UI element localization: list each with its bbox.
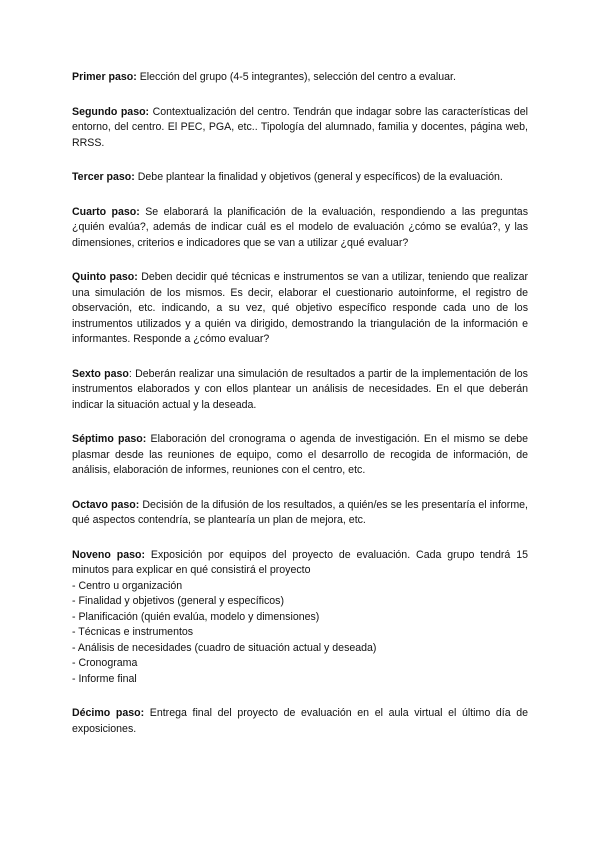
step-9	[72, 548, 528, 688]
step-7	[72, 432, 528, 479]
step-title: Octavo paso:	[72, 498, 140, 511]
step-text: Elaboración del cronograma o agenda de investigación. En el mismo se debe plasmar desde las reuniones de equipo, como el desarrollo de recogida de información, de análisis, elaboración de informes, reuniones con el centro, etc.	[72, 433, 528, 476]
step-2	[72, 105, 528, 152]
step-text: Debe plantear la finalidad y objetivos (general y específicos) de la evaluación.	[134, 171, 503, 183]
step-10	[72, 706, 528, 737]
step-title: Cuarto paso:	[72, 205, 140, 218]
step-text: Exposición por equipos del proyecto de evaluación. Cada grupo tendrá 15 minutos para explicar en qué consistirá el proyecto	[72, 548, 529, 576]
step-1	[72, 70, 528, 86]
step-5	[72, 270, 528, 348]
list-item: - Centro u organización	[72, 579, 183, 592]
list-item: - Planificación (quién evalúa, modelo y dimensiones)	[72, 610, 320, 623]
document-page	[72, 70, 528, 756]
step-text: Deben decidir qué técnicas e instrumentos se van a utilizar, teniendo que realizar una simulación de los mismos. Es decir, elaborar el cuestionario autoinforme, el registro de observación, etc. indicando, a su vez, qué objetivo específico responde cada uno de los instrumentos utilizados y a quién va dirigido, demostrando la triangulación de la información e informantes. Responde a ¿cómo evaluar?	[72, 271, 529, 345]
step-8	[72, 498, 528, 529]
step-title: Segundo paso:	[72, 105, 150, 118]
step-6	[72, 367, 528, 414]
step-title: Primer paso:	[72, 71, 137, 83]
step-title: Décimo paso:	[72, 707, 145, 719]
list-item: - Informe final	[72, 672, 137, 685]
step-text: Contextualización del centro. Tendrán que indagar sobre las características del entorno, del centro. El PEC, PGA, etc.. Tipología del alumnado, familia y docentes, página web, RRSS.	[72, 105, 529, 149]
step-title: Noveno paso:	[72, 548, 146, 561]
list-item: - Técnicas e instrumentos	[72, 626, 194, 638]
step-text: Elección del grupo (4-5 integrantes), selección del centro a evaluar.	[136, 71, 456, 83]
list-item: - Análisis de necesidades (cuadro de situación actual y deseada)	[72, 641, 377, 654]
step-4	[72, 205, 528, 252]
step-title: Tercer paso:	[72, 171, 135, 183]
project-contents-list	[72, 579, 528, 688]
step-text: Decisión de la difusión de los resultados, a quién/es se les presentaría el informe, qué aspectos contendría, se plantearía un plan de mejora, etc.	[72, 498, 528, 526]
step-title: Sexto paso	[72, 367, 129, 380]
step-3	[72, 170, 528, 186]
step-text: : Deberán realizar una simulación de resultados a partir de la implementación de los instrumentos elaborados y con ellos plantear un análisis de necesidades. En el que deberán indicar la situación actual y la deseada.	[72, 367, 528, 411]
list-item: - Cronograma	[72, 657, 138, 669]
step-text: Entrega final del proyecto de evaluación en el aula virtual el último día de exposiciones.	[72, 707, 529, 735]
step-text: Se elaborará la planificación de la evaluación, respondiendo a las preguntas ¿quién evalúa?, además de indicar cuál es el modelo de evaluación ¿cómo se evalúa?, y las dimensiones, criterios e indicadores que se van a utilizar ¿qué evaluar?	[72, 205, 528, 249]
step-title: Séptimo paso:	[72, 433, 147, 445]
step-title: Quinto paso:	[72, 271, 138, 283]
list-item: - Finalidad y objetivos (general y específicos)	[72, 595, 284, 607]
